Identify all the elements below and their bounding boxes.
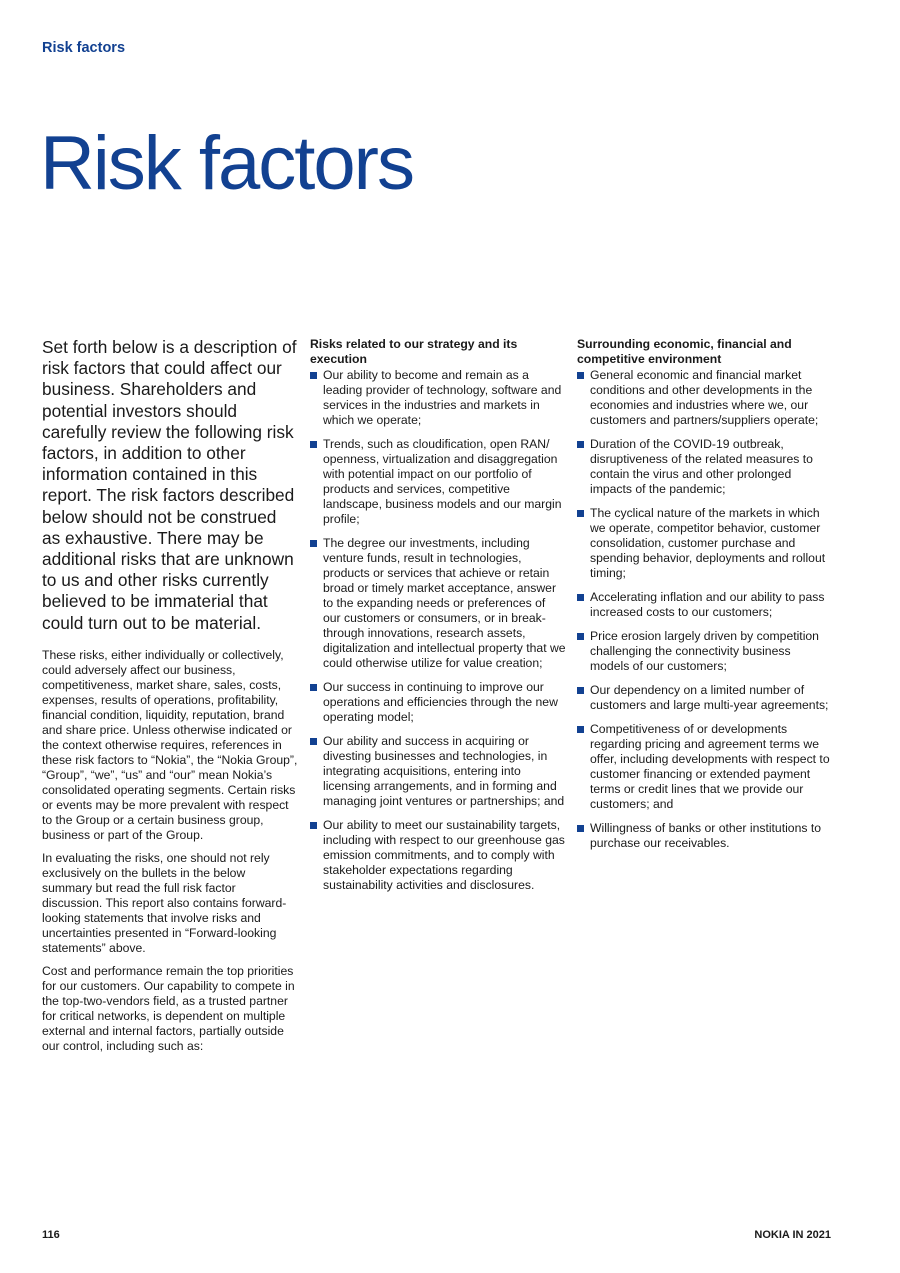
list-item-text: Our ability to meet our sustainability targets, including with respect to our greenhouse gas emission commitments, and to comply with stakeholder expectations regarding sustainability activities and disclosures.	[323, 818, 565, 892]
list-item	[310, 680, 566, 725]
square-bullet-icon	[310, 540, 317, 547]
list-item	[310, 734, 566, 809]
report-name: NOKIA IN 2021	[754, 1229, 831, 1241]
square-bullet-icon	[310, 684, 317, 691]
square-bullet-icon	[577, 726, 584, 733]
list-item	[577, 437, 833, 497]
square-bullet-icon	[310, 822, 317, 829]
list-item-text: Our ability to become and remain as a leading provider of technology, software and services in the industries and markets in which we operate;	[323, 368, 562, 427]
list-item-text: The cyclical nature of the markets in which we operate, competitor behavior, customer consolidation, customer purchase and spending behavior, deployments and rollout timing;	[590, 506, 826, 580]
environment-risks-column	[577, 337, 833, 860]
square-bullet-icon	[577, 825, 584, 832]
environment-risks-heading: Surrounding economic, financial and competitive environment	[577, 337, 792, 366]
section-label: Risk factors	[42, 40, 126, 56]
list-item-text: Duration of the COVID-19 outbreak, disruptiveness of the related measures to contain the virus and other prolonged impacts of the pandemic;	[590, 437, 813, 496]
list-item	[310, 368, 566, 428]
left-column	[42, 337, 298, 1062]
square-bullet-icon	[577, 633, 584, 640]
list-item	[577, 506, 833, 581]
list-item	[577, 590, 833, 620]
list-item-text: Accelerating inflation and our ability to pass increased costs to our customers;	[590, 590, 825, 619]
list-item-text: The degree our investments, including venture funds, result in technologies, products or services that achieve or retain broad or timely market acceptance, answer to the expanding needs or preferences of our customers or consumers, or in break-through innovations, research assets, digitalization and intellectual property that we could otherwise utilize for value creation;	[323, 536, 566, 670]
list-item-text: Price erosion largely driven by competition challenging the connectivity business models of our customers;	[590, 629, 819, 673]
list-item	[577, 821, 833, 851]
body-paragraph: Cost and performance remain the top priorities for our customers. Our capability to compete in the top-two-vendors field, as a trusted partner for critical networks, is dependent on multiple external and internal factors, partially outside our control, including such as:	[42, 963, 295, 1053]
list-item-text: Our ability and success in acquiring or divesting businesses and technologies, in integrating acquisitions, entering into licensing arrangements, and in forming and managing joint ventures or partnerships; and	[323, 734, 565, 808]
body-paragraph: These risks, either individually or collectively, could adversely affect our business, competitiveness, market share, sales, costs, expenses, results of operations, profitability, financial condition, liquidity, reputation, brand and share price. Unless otherwise indicated or the context otherwise requires, references in these risk factors to “Nokia”, the “Nokia Group”, “Group”, “we”, “us” and “our” mean Nokia’s consolidated operating segments. Certain risks or events may be more prevalent with respect to the Group or a certain business group, business or part of the Group.	[42, 647, 298, 842]
list-item	[310, 437, 566, 527]
square-bullet-icon	[577, 372, 584, 379]
page-number: 116	[42, 1229, 60, 1241]
strategy-risks-heading: Risks related to our strategy and its execution	[310, 337, 518, 366]
intro-paragraph: Set forth below is a description of risk factors that could affect our business. Shareholders and potential investors should carefully review the following risk factors, in addition to other information contained in this report. The risk factors described below should not be construed as exhaustive. There may be additional risks that are unknown to us and other risks currently believed to be immaterial that could turn out to be material.	[42, 337, 297, 633]
list-item	[310, 536, 566, 671]
square-bullet-icon	[577, 687, 584, 694]
list-item	[577, 722, 833, 812]
square-bullet-icon	[577, 441, 584, 448]
list-item	[577, 629, 833, 674]
list-item	[310, 818, 566, 893]
list-item	[577, 368, 833, 428]
list-item	[577, 683, 833, 713]
list-item-text: Our success in continuing to improve our operations and efficiencies through the new operating model;	[323, 680, 558, 724]
list-item-text: General economic and financial market conditions and other developments in the economies and industries where we, our customers and partners/suppliers operate;	[590, 368, 819, 427]
environment-risks-list	[577, 368, 833, 851]
list-item-text: Willingness of banks or other institutions to purchase our receivables.	[590, 821, 821, 850]
square-bullet-icon	[577, 594, 584, 601]
list-item-text: Our dependency on a limited number of customers and large multi-year agreements;	[590, 683, 829, 712]
body-paragraph: In evaluating the risks, one should not rely exclusively on the bullets in the below summary but read the full risk factor discussion. This report also contains forward-looking statements that involve risks and uncertainties presented in “Forward-looking statements” above.	[42, 850, 287, 955]
square-bullet-icon	[310, 372, 317, 379]
square-bullet-icon	[310, 441, 317, 448]
page-title: Risk factors	[40, 121, 413, 206]
square-bullet-icon	[577, 510, 584, 517]
list-item-text: Trends, such as cloudification, open RAN/ openness, virtualization and disaggregation with potential impact on our portfolio of products and services, competitive landscape, business models and our margin profile;	[323, 437, 562, 526]
list-item-text: Competitiveness of or developments regarding pricing and agreement terms we offer, including developments with respect to customer financing or extended payment terms or credit lines that we provide our customers; and	[590, 722, 830, 811]
strategy-risks-list	[310, 368, 566, 893]
square-bullet-icon	[310, 738, 317, 745]
strategy-risks-column	[310, 337, 566, 902]
